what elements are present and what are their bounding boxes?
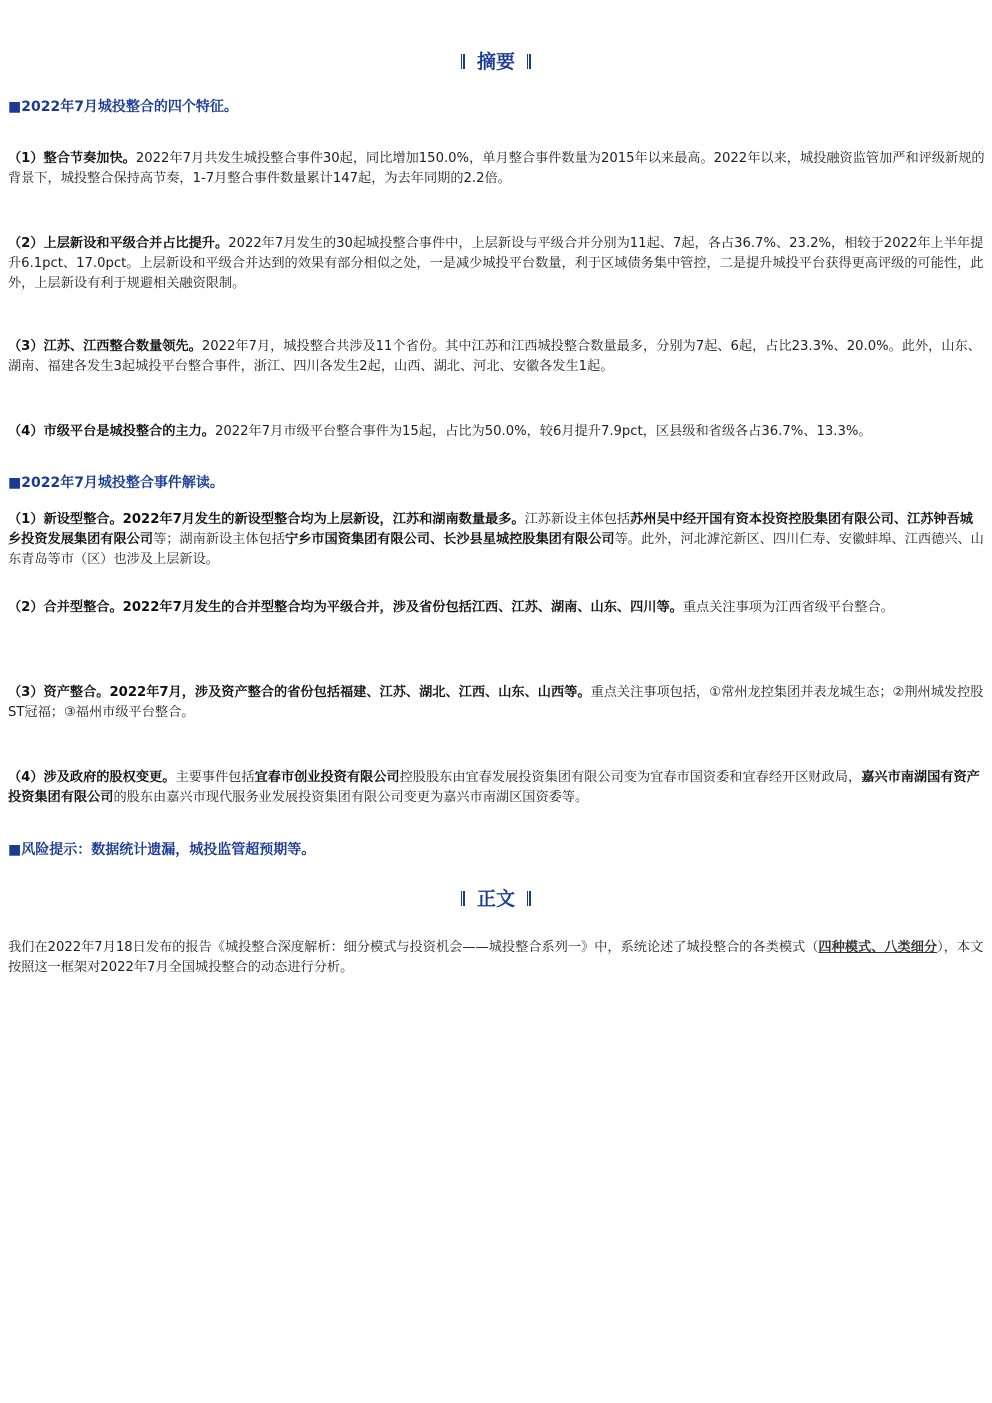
feature-paragraph-1: （1）整合节奏加快。2022年7月共发生城投整合事件30起，同比增加150.0%，单月整合事件数量为2015年以来最高。2022年以来，城投融资监管加严和评级新规的背景下，城投整合保持高节奏，1-7月整合事件数量累计147起，为去年同期的2.2倍。 <box>8 151 985 186</box>
title-bar-icon <box>527 891 531 906</box>
features-heading: ■2022年7月城投整合的四个特征。 <box>8 99 238 115</box>
title-bar-icon <box>461 891 465 906</box>
title-bar-icon <box>527 54 531 69</box>
body-title: 正文 <box>0 887 992 911</box>
summary-title: 摘要 <box>0 50 992 74</box>
feature-paragraph-4: （4）市级平台是城投整合的主力。2022年7月市级平台整合事件为15起，占比为50.0%，较6月提升7.9pct，区县级和省级各占36.7%、13.3%。 <box>8 424 872 439</box>
event-paragraph-4: （4）涉及政府的股权变更。主要事件包括宜春市创业投资有限公司控股股东由宜春发展投资集团有限公司变为宜春市国资委和宜春经开区财政局，嘉兴市南湖国有资产投资集团有限公司的股东由嘉兴市现代服务业发展投资集团有限公司变更为嘉兴市南湖区国资委等。 <box>8 770 980 805</box>
title-bar-icon <box>461 54 465 69</box>
event-paragraph-2: （2）合并型整合。2022年7月发生的合并型整合均为平级合并，涉及省份包括江西、江苏、湖南、山东、四川等。重点关注事项为江西省级平台整合。 <box>8 600 894 615</box>
event-paragraph-1: （1）新设型整合。2022年7月发生的新设型整合均为上层新设，江苏和湖南数量最多。江苏新设主体包括苏州吴中经开国有资本投资控股集团有限公司、江苏钟吾城乡投资发展集团有限公司等；湖南新设主体包括宁乡市国资集团有限公司、长沙县星城控股集团有限公司等。此外，河北滹沱新区、四川仁寿、安徽蚌埠、江西德兴、山东青岛等市（区）也涉及上层新设。 <box>8 512 984 567</box>
events-heading: ■2022年7月城投整合事件解读。 <box>8 475 224 491</box>
body-intro-paragraph: 我们在2022年7月18日发布的报告《城投整合深度解析：细分模式与投资机会——城投整合系列一》中，系统论述了城投整合的各类模式（四种模式、八类细分），本文按照这一框架对2022年7月全国城投整合的动态进行分析。 <box>8 940 984 975</box>
risk-warning: ■风险提示：数据统计遗漏，城投监管超预期等。 <box>8 842 316 858</box>
feature-paragraph-3: （3）江苏、江西整合数量领先。2022年7月，城投整合共涉及11个省份。其中江苏和江西城投整合数量最多，分别为7起、6起，占比23.3%、20.0%。此外，山东、湖南、福建各发生3起城投平台整合事件，浙江、四川各发生2起，山西、湖北、河北、安徽各发生1起。 <box>8 339 981 374</box>
event-paragraph-3: （3）资产整合。2022年7月，涉及资产整合的省份包括福建、江苏、湖北、江西、山东、山西等。重点关注事项包括，①常州龙控集团并表龙城生态；②荆州城发控股ST冠福；③福州市级平台整合。 <box>8 685 984 720</box>
framework-link[interactable]: 四种模式、八类细分 <box>818 940 938 955</box>
feature-paragraph-2: （2）上层新设和平级合并占比提升。2022年7月发生的30起城投整合事件中，上层新设与平级合并分别为11起、7起，各占36.7%、23.2%，相较于2022年上半年提升6.1pct、17.0pct。上层新设和平级合并达到的效果有部分相似之处，一是减少城投平台数量，利于区域债务集中管控，二是提升城投平台获得更高评级的可能性，此外，上层新设有利于规避相关融资限制。 <box>8 236 984 291</box>
